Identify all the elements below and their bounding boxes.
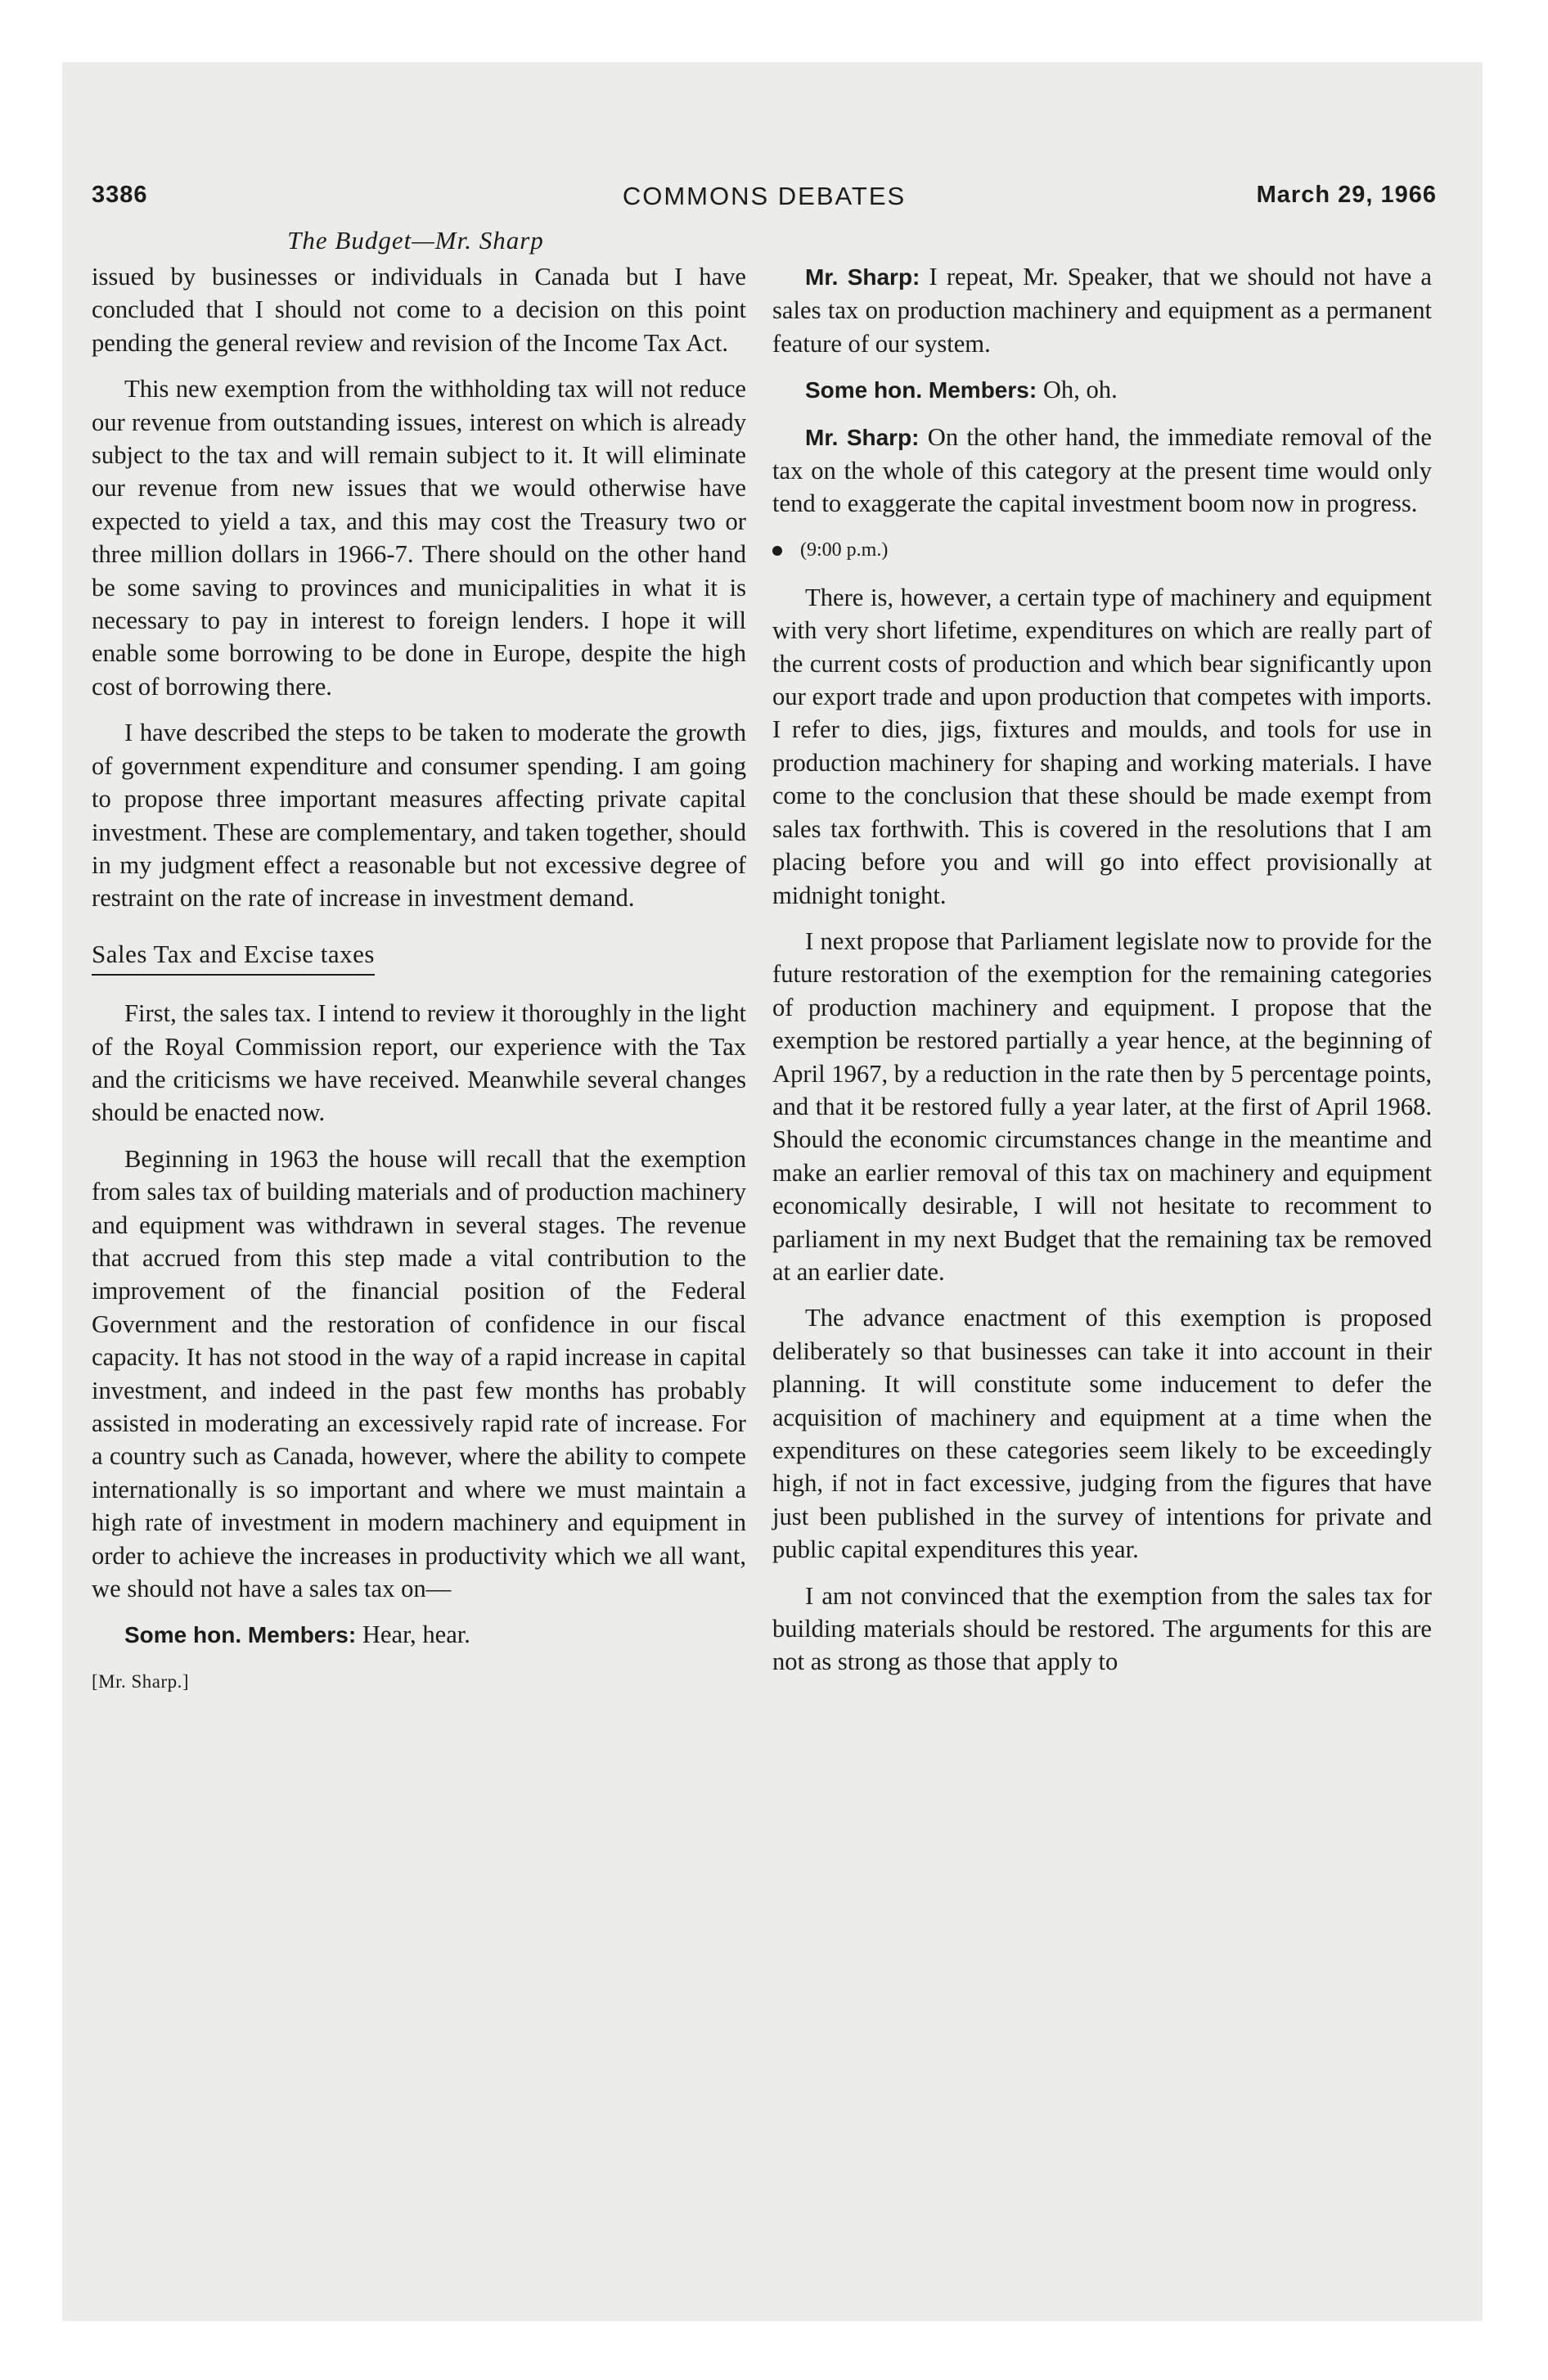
speech-text: I repeat, Mr. Speaker, that we should not have a sales tax on production machinery and equipment as a permanent feature of our system. [772,263,1432,358]
paragraph: issued by businesses or individuals in Canada but I have concluded that I should not come to a decision on this point pending the general review and revision of the Income Tax Act. [92,263,746,357]
paragraph: I am not convinced that the exemption from the sales tax for building materials should be restored. The arguments for this are not as strong as those that apply to [772,1581,1432,1676]
left-column [92,260,746,1698]
paragraph: There is, however, a certain type of machinery and equipment with very short lifetime, expenditures on which are really part of the current costs of production and which bear significantly upon our export trade and upon production that competes with imports. I refer to dies, jigs, fixtures and moulds, and tools for use in production machinery for shaping and working materials. I have come to the conclusion that these should be made exempt from sales tax forthwith. This is covered in the resolutions that I am placing before you and will go into effect provisionally at midnight tonight. [772,583,1432,909]
page-header [92,182,1437,223]
bullet-icon [772,546,782,556]
paragraph: I next propose that Parliament legislate now to provide for the future restoration of the exemption for the remaining categories of production machinery and equipment. I propose that the exemption be restored partially a year hence, at the beginning of April 1967, by a reduction in the rate then by 5 percentage points, and that it be restored fully a year later, at the first of April 1968. Should the economic circumstances change in the meantime and make an earlier removal of this tax on machinery and equipment economically desirable, I will not hesitate to recomment to parliament in my next Budget that the remaining tax be removed at an earlier date. [772,926,1432,1286]
journal-title: COMMONS DEBATES [622,182,907,210]
speaker-name: Some hon. Members: [124,1622,357,1648]
interjection-text: Hear, hear. [356,1620,470,1649]
page-number: 3386 [92,182,148,208]
issue-date: March 29, 1966 [1256,182,1437,208]
interjection [772,373,1432,407]
speech-paragraph [772,421,1432,521]
time-marker-text: (9:00 p.m.) [800,539,889,561]
right-column [772,260,1432,1692]
speaker-name: Mr. Sharp: [805,424,920,450]
paragraph: I have described the steps to be taken to moderate the growth of government expenditure and consumer spending. I am going to propose three important measures affecting private capital investment. These are complementary, and taken together, should in my judgment effect a reasonable but not excessive degree of restraint on the rate of increase in investment demand. [92,719,746,913]
paragraph: The advance enactment of this exemption is proposed deliberately so that businesses can take it into account in their planning. It will constitute some inducement to defer the acquisition of machinery and equipment at a time when the expenditures on these categories seem likely to be exceedingly high, if not in fact excessive, judging from the figures that have just been published in the survey of intentions for private and public capital expenditures this year. [772,1304,1432,1564]
time-marker [772,534,1432,566]
speaker-attribution: [Mr. Sharp.] [92,1670,190,1692]
speaker-name: Mr. Sharp: [805,264,920,290]
paragraph: This new exemption from the withholding tax will not reduce our revenue from outstanding issues, interest on which is already subject to the tax and will remain subject to it. It will eliminate our revenue from new issues that we would otherwise have expected to yield a tax, and this may cost the Treasury two or three million dollars in 1966-7. There should on the other hand be some saving to provinces and municipalities in what it is necessary to pay in interest to foreign lenders. I hope it will enable some borrowing to be done in Europe, despite the high cost of borrowing there. [92,375,746,701]
speaker-name: Some hon. Members: [805,377,1037,403]
paragraph: Beginning in 1963 the house will recall that the exemption from sales tax of building materials and of production machinery and equipment was withdrawn in several stages. The revenue that accrued from this step made a vital contribution to the improvement of the financial position of the Federal Government and the restoration of confidence in our fiscal capacity. It has not stood in the way of a rapid increase in capital investment, and indeed in the past few months has probably assisted in moderating an excessively rapid rate of increase. For a country such as Canada, however, where the ability to compete internationally is so important and where we must maintain a high rate of investment in modern machinery and equipment in order to achieve the increases in productivity which we all want, we should not have a sales tax on— [92,1144,746,1603]
interjection [92,1618,746,1652]
section-subheading: Sales Tax and Excise taxes [92,938,375,976]
paragraph: First, the sales tax. I intend to review it thoroughly in the light of the Royal Commission report, our experience with the Tax and the criticisms we have received. Meanwhile several changes should be enacted now. [92,999,746,1127]
speech-paragraph [772,260,1432,360]
interjection-text: Oh, oh. [1037,376,1118,404]
running-head: The Budget—Mr. Sharp [287,226,544,255]
speech-text: On the other hand, the immediate removal of the tax on the whole of this category at the present time would only tend to exaggerate the capital investment boom now in progress. [772,422,1432,518]
